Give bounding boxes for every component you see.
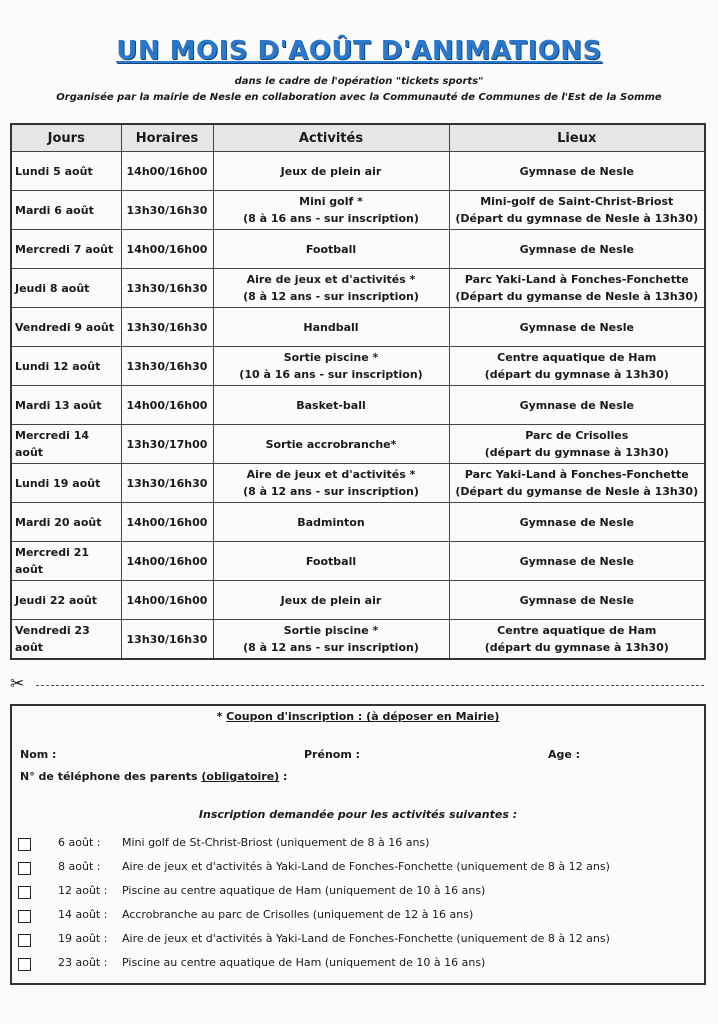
place-cell <box>449 425 705 464</box>
hours-cell: 13h30/16h30 <box>121 269 213 308</box>
place-cell <box>449 503 705 542</box>
hours-cell: 13h30/16h30 <box>121 308 213 347</box>
activity-description: Piscine au centre aquatique de Ham (uniquement de 10 à 16 ans) <box>122 956 486 969</box>
day-cell: Mardi 20 août <box>11 503 121 542</box>
activity-line: (8 à 16 ans - sur inscription) <box>243 212 419 225</box>
activity-line: Sortie piscine * <box>283 351 379 364</box>
registration-coupon <box>10 704 706 985</box>
subtitle-operation: dans le cadre de l'opération "tickets sports" <box>234 76 484 87</box>
place-line: (départ du gymnase à 13h30) <box>484 368 669 381</box>
day-cell: Mardi 13 août <box>11 386 121 425</box>
place-cell <box>449 308 705 347</box>
place-line: Gymnase de Nesle <box>519 515 634 529</box>
day-cell: Jeudi 8 août <box>11 269 121 308</box>
activity-line: Jeux de plein air <box>280 164 382 178</box>
activity-line: Aire de jeux et d'activités * <box>246 468 416 481</box>
day-cell: Lundi 5 août <box>11 152 121 191</box>
place-line: Gymnase de Nesle <box>519 398 634 412</box>
column-header-activities: Activités <box>213 124 449 152</box>
schedule-row <box>11 425 705 464</box>
schedule-header-row <box>11 124 705 152</box>
scissors-icon: ✂ <box>10 674 25 694</box>
coupon-title-text: Coupon d'inscription : (à déposer en Mairie) <box>226 710 500 723</box>
activity-checkbox[interactable] <box>18 910 31 923</box>
place-line: Parc Yaki-Land à Fonches-Fonchette <box>464 273 689 286</box>
nom-label: Nom : <box>20 748 57 761</box>
place-cell <box>449 386 705 425</box>
activity-date: 8 août : <box>58 860 101 873</box>
place-line: (départ du gymnase à 13h30) <box>484 446 669 459</box>
cut-line <box>10 676 704 696</box>
activity-cell <box>213 308 449 347</box>
day-cell: Vendredi 9 août <box>11 308 121 347</box>
hours-cell: 14h00/16h00 <box>121 581 213 620</box>
activity-line: Football <box>305 242 357 256</box>
activity-description: Aire de jeux et d'activités à Yaki-Land de Fonches-Fonchette (uniquement de 8 à 12 ans) <box>122 860 610 873</box>
schedule-row <box>11 620 705 660</box>
day-cell: Mardi 6 août <box>11 191 121 230</box>
hours-cell: 13h30/16h30 <box>121 191 213 230</box>
place-line: Centre aquatique de Ham <box>497 624 657 637</box>
schedule-row <box>11 542 705 581</box>
schedule-row <box>11 581 705 620</box>
place-cell <box>449 347 705 386</box>
day-cell: Vendredi 23 août <box>11 620 121 660</box>
hours-cell: 14h00/16h00 <box>121 152 213 191</box>
activity-line: (8 à 12 ans - sur inscription) <box>243 290 419 303</box>
activity-line: Sortie piscine * <box>283 624 379 637</box>
activity-line: (8 à 12 ans - sur inscription) <box>243 485 419 498</box>
place-cell <box>449 581 705 620</box>
activity-description: Piscine au centre aquatique de Ham (uniquement de 10 à 16 ans) <box>122 884 486 897</box>
schedule-table <box>10 123 706 660</box>
activity-cell <box>213 269 449 308</box>
activity-description: Accrobranche au parc de Crisolles (uniquement de 12 à 16 ans) <box>122 908 474 921</box>
activity-checkbox[interactable] <box>18 862 31 875</box>
activity-date: 19 août : <box>58 932 108 945</box>
activity-description: Aire de jeux et d'activités à Yaki-Land de Fonches-Fonchette (uniquement de 8 à 12 ans) <box>122 932 610 945</box>
place-line: Gymnase de Nesle <box>519 554 634 568</box>
activity-line: Badminton <box>297 515 365 529</box>
activity-checkbox[interactable] <box>18 838 31 851</box>
place-cell <box>449 152 705 191</box>
activity-cell <box>213 386 449 425</box>
activity-line: (8 à 12 ans - sur inscription) <box>243 641 419 654</box>
dashed-cut-line <box>36 685 704 686</box>
schedule-row <box>11 464 705 503</box>
place-line: (Départ du gymanse de Nesle à 13h30) <box>455 290 699 303</box>
activity-date: 14 août : <box>58 908 108 921</box>
activity-cell <box>213 464 449 503</box>
column-header-days: Jours <box>11 124 121 152</box>
hours-cell: 13h30/16h30 <box>121 620 213 660</box>
place-line: Parc de Crisolles <box>525 429 629 442</box>
age-label: Age : <box>548 748 581 761</box>
place-cell <box>449 269 705 308</box>
activity-date: 23 août : <box>58 956 108 969</box>
place-cell <box>449 620 705 660</box>
activity-checkbox[interactable] <box>18 934 31 947</box>
day-cell: Lundi 12 août <box>11 347 121 386</box>
place-line: (départ du gymnase à 13h30) <box>484 641 669 654</box>
day-cell: Lundi 19 août <box>11 464 121 503</box>
place-line: (Départ du gymanse de Nesle à 13h30) <box>455 485 699 498</box>
subtitle-organizer: Organisée par la mairie de Nesle en collaboration avec la Communauté de Communes de l'Est de la Somme <box>56 92 662 103</box>
place-cell <box>449 191 705 230</box>
prenom-label: Prénom : <box>304 748 361 761</box>
activity-line: Sortie accrobranche* <box>265 437 397 451</box>
activity-line: Football <box>305 554 357 568</box>
day-cell: Mercredi 21 août <box>11 542 121 581</box>
place-line: Mini-golf de Saint-Christ-Briost <box>480 195 674 208</box>
column-header-places: Lieux <box>449 124 705 152</box>
activity-line: Mini golf * <box>299 195 363 208</box>
activity-cell <box>213 542 449 581</box>
hours-cell: 13h30/16h30 <box>121 464 213 503</box>
hours-cell: 14h00/16h00 <box>121 503 213 542</box>
coupon-title <box>12 710 704 723</box>
schedule-row <box>11 191 705 230</box>
activity-cell <box>213 230 449 269</box>
activity-date: 6 août : <box>58 836 101 849</box>
phone-label-colon: : <box>279 770 288 783</box>
place-cell <box>449 230 705 269</box>
page-title: UN MOIS D'AOÛT D'ANIMATIONS <box>116 36 602 66</box>
hours-cell: 14h00/16h00 <box>121 386 213 425</box>
hours-cell: 13h30/16h30 <box>121 347 213 386</box>
place-cell <box>449 464 705 503</box>
place-line: Gymnase de Nesle <box>519 164 634 178</box>
hours-cell: 14h00/16h00 <box>121 542 213 581</box>
day-cell: Mercredi 14 août <box>11 425 121 464</box>
place-cell <box>449 542 705 581</box>
activity-line: Basket-ball <box>296 398 366 412</box>
activity-cell <box>213 425 449 464</box>
activity-checkbox[interactable] <box>18 886 31 899</box>
activity-cell <box>213 191 449 230</box>
schedule-row <box>11 230 705 269</box>
place-line: (Départ du gymnase de Nesle à 13h30) <box>455 212 699 225</box>
phone-required-note: (obligatoire) <box>201 770 280 783</box>
activity-cell <box>213 152 449 191</box>
coupon-title-asterisk: * <box>216 710 227 723</box>
place-line: Centre aquatique de Ham <box>497 351 657 364</box>
place-line: Gymnase de Nesle <box>519 593 634 607</box>
activity-cell <box>213 581 449 620</box>
activity-line: Jeux de plein air <box>280 593 382 607</box>
place-line: Parc Yaki-Land à Fonches-Fonchette <box>464 468 689 481</box>
column-header-hours: Horaires <box>121 124 213 152</box>
schedule-row <box>11 269 705 308</box>
activity-description: Mini golf de St-Christ-Briost (uniquement de 8 à 16 ans) <box>122 836 430 849</box>
hours-cell: 13h30/17h00 <box>121 425 213 464</box>
activity-checkbox[interactable] <box>18 958 31 971</box>
day-cell: Mercredi 7 août <box>11 230 121 269</box>
schedule-row <box>11 386 705 425</box>
schedule-row <box>11 503 705 542</box>
schedule-row <box>11 152 705 191</box>
activity-date: 12 août : <box>58 884 108 897</box>
activity-line: Aire de jeux et d'activités * <box>246 273 416 286</box>
activity-cell <box>213 347 449 386</box>
activity-cell <box>213 503 449 542</box>
place-line: Gymnase de Nesle <box>519 320 634 334</box>
hours-cell: 14h00/16h00 <box>121 230 213 269</box>
schedule-body <box>11 152 705 660</box>
phone-label <box>20 770 287 783</box>
activity-line: (10 à 16 ans - sur inscription) <box>239 368 423 381</box>
day-cell: Jeudi 22 août <box>11 581 121 620</box>
schedule-row <box>11 308 705 347</box>
activity-line: Handball <box>303 320 359 334</box>
activity-cell <box>213 620 449 660</box>
place-line: Gymnase de Nesle <box>519 242 634 256</box>
schedule-row <box>11 347 705 386</box>
phone-label-text: N° de téléphone des parents <box>20 770 202 783</box>
activities-title: Inscription demandée pour les activités suivantes : <box>198 808 518 821</box>
